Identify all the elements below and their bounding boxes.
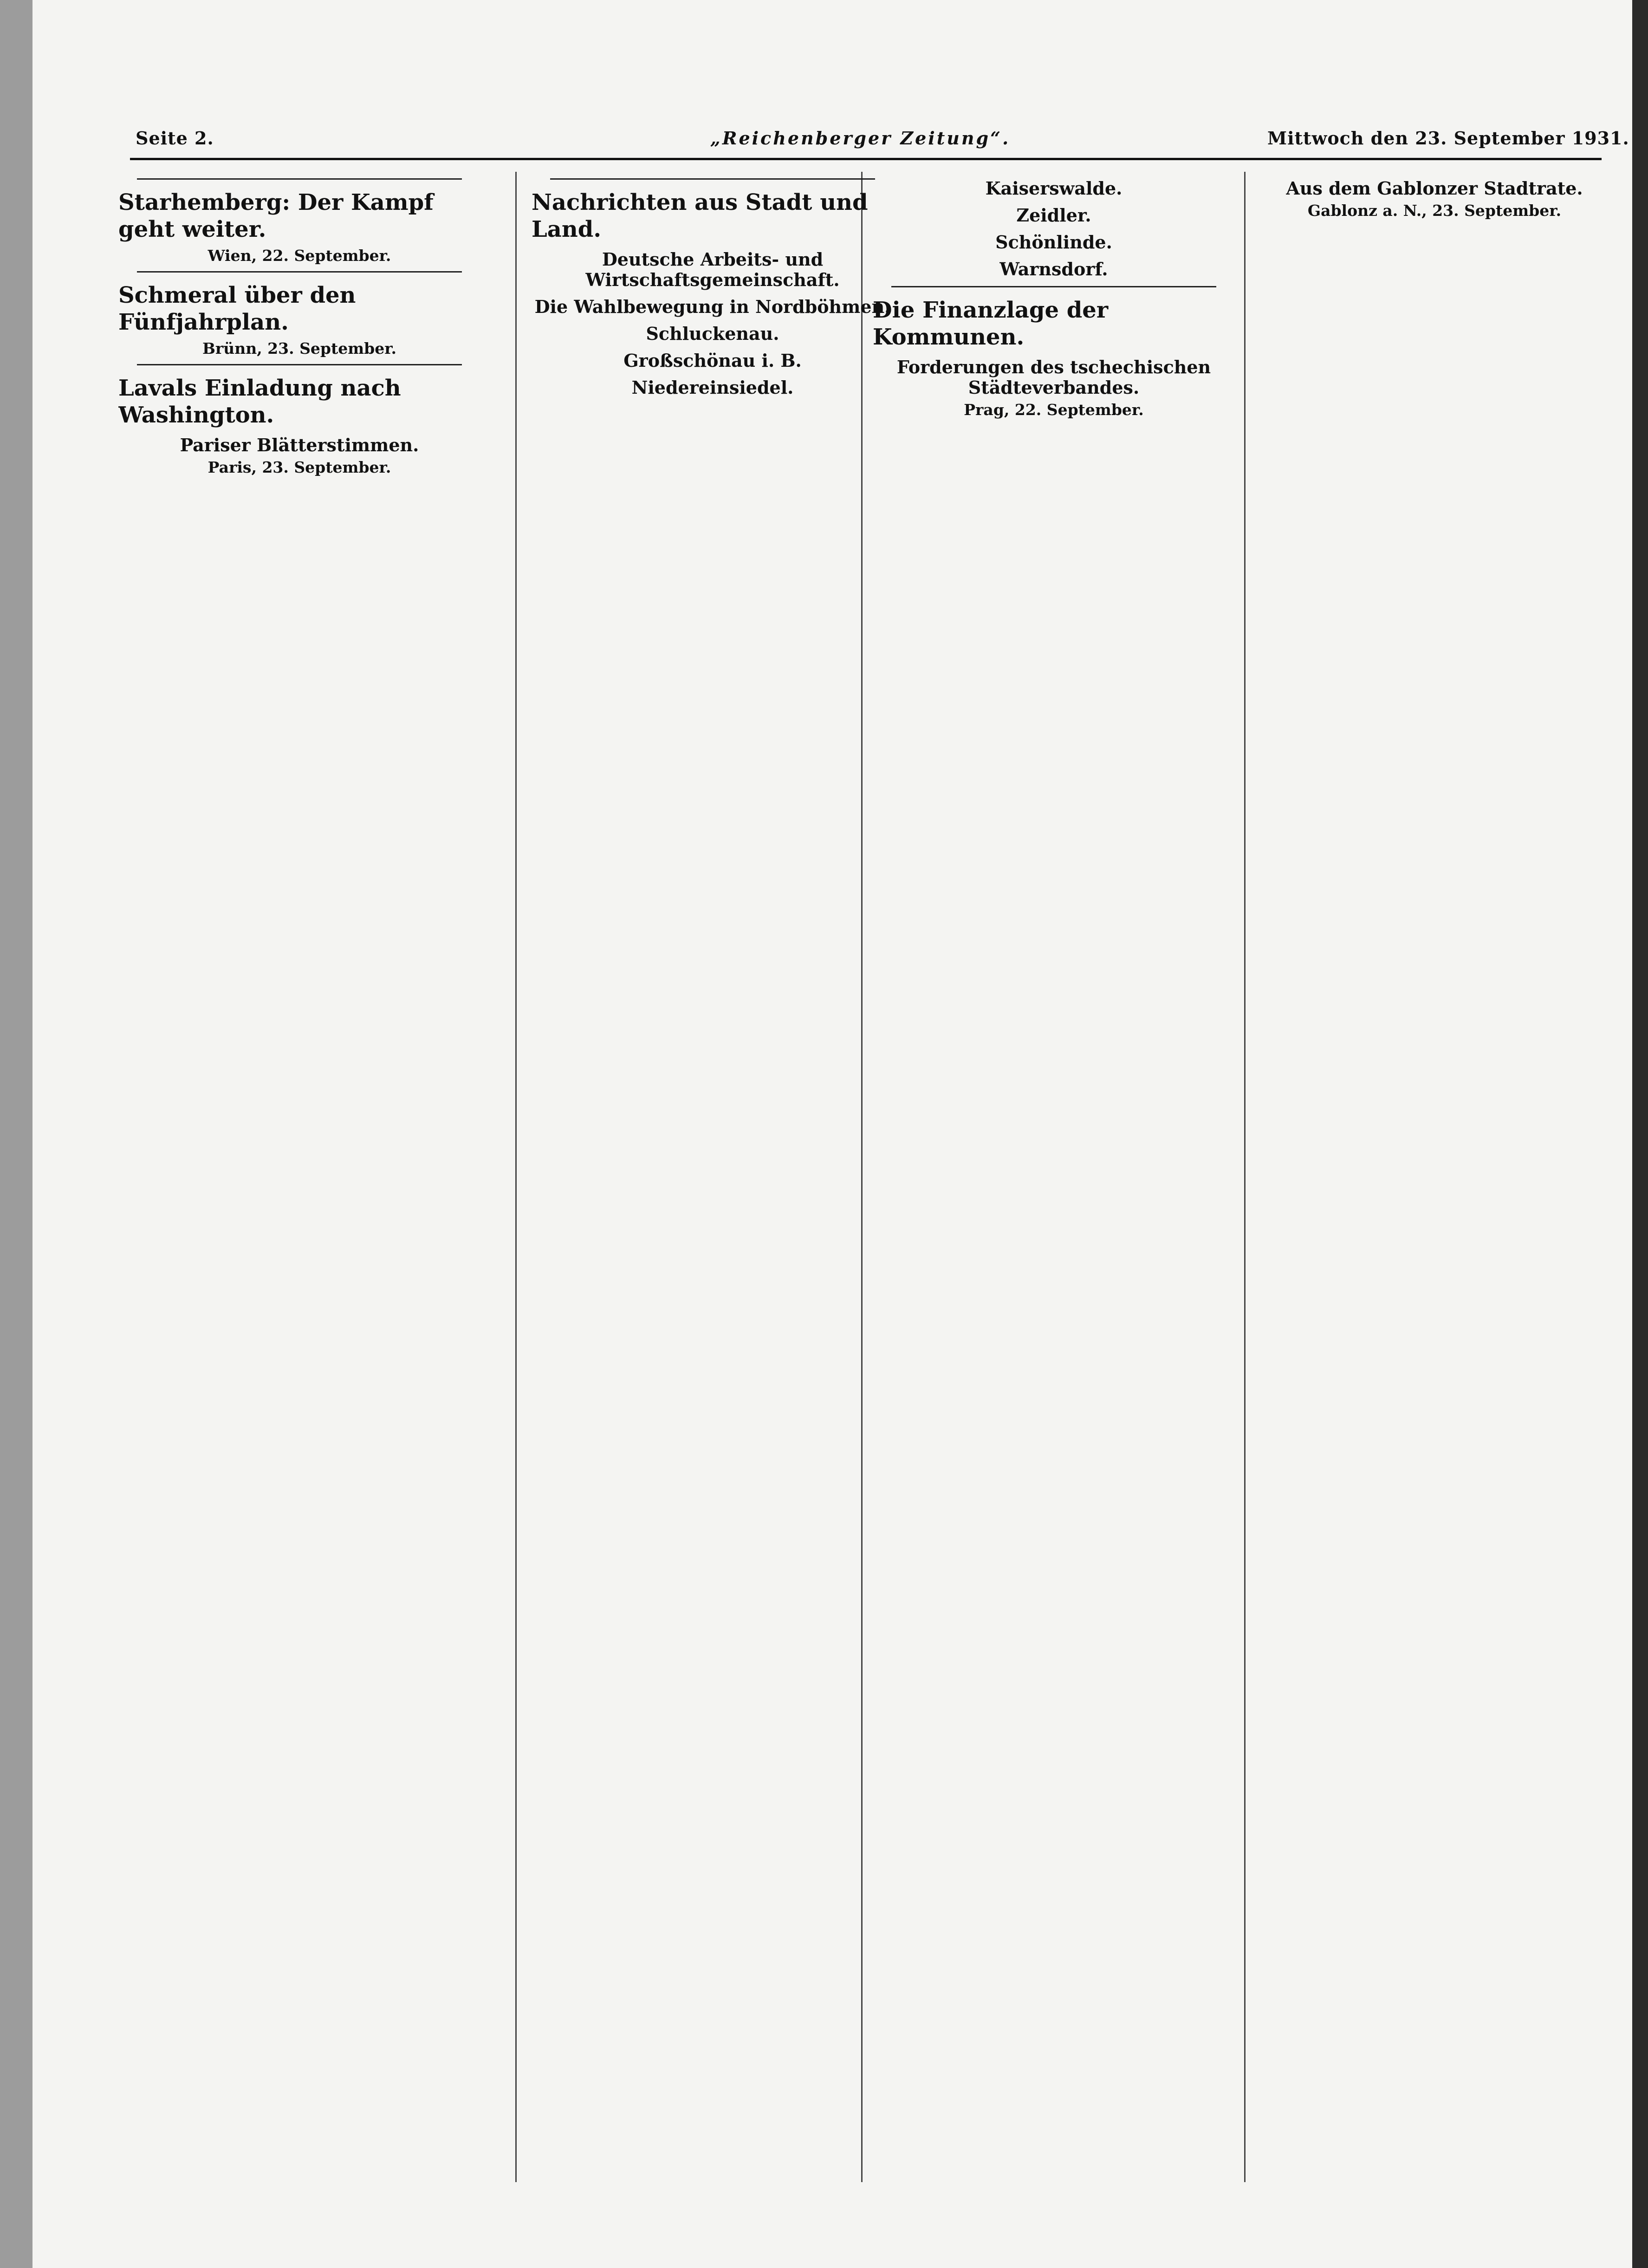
section-subheading: Forderungen des tschechischen Städteverbandes.: [896, 357, 1211, 398]
dateline: Brünn, 23. September.: [202, 339, 397, 357]
section-subheading: Großschönau i. B.: [623, 350, 802, 371]
column-divider: [515, 172, 517, 2182]
column-2: [532, 172, 894, 2182]
article-separator: [891, 286, 1216, 287]
article-headline: Lavals Einladung nach Washington.: [118, 375, 401, 428]
section-subheading: Deutsche Arbeits- und Wirtschaftsgemeinschaft.: [585, 249, 840, 290]
section-subheading: Die Wahlbewegung in Nordböhmen.: [534, 296, 891, 317]
page-number: Seite 2.: [136, 128, 214, 149]
column-divider: [1244, 172, 1246, 2182]
section-subheading: Pariser Blätterstimmen.: [180, 435, 419, 455]
dateline: Gablonz a. N., 23. September.: [1307, 201, 1562, 220]
column-4: [1253, 172, 1616, 2182]
scan-edge-shadow: [1632, 0, 1648, 2268]
section-subheading: Kaiserswalde.: [985, 178, 1122, 199]
section-subheading: Niedereinsiedel.: [631, 377, 794, 398]
article-separator: [137, 364, 462, 365]
issue-date: Mittwoch den 23. September 1931.: [1267, 128, 1629, 149]
section-subheading: Schluckenau.: [646, 323, 779, 344]
article-separator: [137, 178, 462, 180]
dateline: Prag, 22. September.: [964, 401, 1144, 419]
article-headline: Starhemberg: Der Kampf geht weiter.: [118, 189, 434, 242]
article-separator: [137, 271, 462, 273]
article-headline: Die Finanzlage der Kommunen.: [873, 297, 1109, 350]
dateline: Wien, 22. September.: [208, 247, 391, 265]
dateline: Paris, 23. September.: [208, 458, 391, 476]
article-headline: Nachrichten aus Stadt und Land.: [532, 189, 868, 242]
newspaper-title: „Reichenberger Zeitung“.: [710, 128, 1011, 149]
article-headline: Schmeral über den Fünfjahrplan.: [118, 282, 356, 335]
section-subheading: Zeidler.: [1016, 205, 1091, 226]
scan-margin-shadow: [0, 0, 32, 2268]
column-3: [873, 172, 1235, 2182]
article-separator: [550, 178, 875, 180]
header-rule: [130, 158, 1602, 160]
column-1: [118, 172, 480, 2182]
section-subheading: Aus dem Gablonzer Stadtrate.: [1286, 178, 1583, 199]
section-subheading: Warnsdorf.: [999, 259, 1108, 279]
section-subheading: Schönlinde.: [995, 232, 1112, 253]
